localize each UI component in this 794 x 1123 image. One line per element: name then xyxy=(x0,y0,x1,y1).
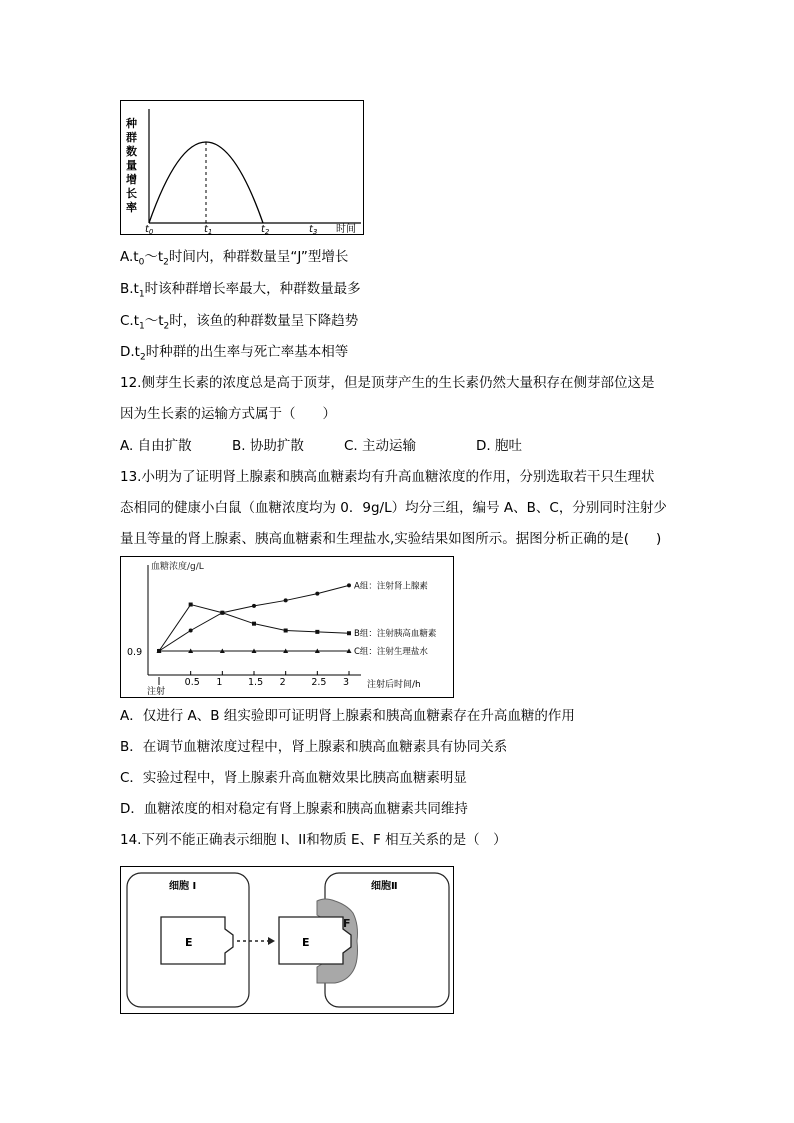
cell-2-label: 细胞Ⅱ xyxy=(371,881,398,892)
chart-x-tick-label: 3 xyxy=(343,677,350,688)
data-point xyxy=(347,583,351,587)
cell-interaction-figure xyxy=(120,866,454,1014)
q13-option-c: C．实验过程中，肾上腺素升高血糖效果比胰高血糖素明显 xyxy=(120,770,467,786)
growth-rate-svg xyxy=(121,101,363,234)
data-point xyxy=(315,592,319,596)
cell-1-label: 细胞 Ⅰ xyxy=(169,881,197,892)
data-point xyxy=(284,598,288,602)
fig1-tick-label: $t_0$ xyxy=(145,224,154,234)
fig1-ylabel-char: 量 xyxy=(126,159,137,172)
chart-ytick: 0.9 xyxy=(127,647,143,658)
fig1-ylabel-char: 种 xyxy=(126,117,137,130)
chart-x-tick-label: 2 xyxy=(279,677,286,688)
fig1-tick-label: $t_1$ xyxy=(204,224,213,234)
legend-label: A组：注射肾上腺素 xyxy=(354,581,428,592)
chart-legend xyxy=(354,580,437,657)
chart-x-tick-label: 0.5 xyxy=(184,677,200,688)
data-point xyxy=(315,630,319,634)
fig1-ylabel-char: 数 xyxy=(126,145,137,158)
substance-e-2-label: E xyxy=(302,936,310,949)
q12-option-c: C. 主动运输 xyxy=(344,438,417,454)
q12-stem-line2: 因为生长素的运输方式属于（ ） xyxy=(120,406,336,422)
q13-option-d: D．血糖浓度的相对稳定有肾上腺素和胰高血糖素共同维持 xyxy=(120,801,468,817)
chart-x-tick-label: 1 xyxy=(216,677,223,688)
chart-xlabel: 注射后时间/h xyxy=(367,680,421,690)
q12-option-d: D. 胞吐 xyxy=(476,438,522,454)
series-b-line xyxy=(159,605,349,651)
fig1-ylabel-char: 长 xyxy=(126,187,137,200)
receptor-f-label: F xyxy=(343,917,351,930)
legend-label: C组：注射生理盐水 xyxy=(354,647,428,657)
q13-option-a: A．仅进行 A、B 组实验即可证明肾上腺素和胰高血糖素存在升高血糖的作用 xyxy=(120,708,575,724)
q13-stem-line1: 13.小明为了证明肾上腺素和胰高血糖素均有升高血糖浓度的作用，分别选取若干只生理状 xyxy=(120,469,655,485)
blood-glucose-chart xyxy=(120,556,454,698)
substance-e-1 xyxy=(161,917,233,964)
data-point xyxy=(284,629,288,633)
q13-stem-line2: 态相同的健康小白鼠（血糖浓度均为 0．9g/L）均分三组，编号 A、B、C，分别同时注射少 xyxy=(120,500,667,516)
chart-inject-label: 注射 xyxy=(147,687,166,697)
fig1-tick-label: $t_2$ xyxy=(261,224,270,234)
data-point xyxy=(189,629,193,633)
series-a-line xyxy=(159,585,349,651)
substance-e-2 xyxy=(279,917,351,964)
legend-label: B组：注射胰高血糖素 xyxy=(354,629,437,640)
data-point xyxy=(252,622,256,626)
q13-option-b: B．在调节血糖浓度过程中，肾上腺素和胰高血糖素具有协同关系 xyxy=(120,739,508,755)
q11-option-a: $A.t_0\sim t_2$时间内，种群数量呈“J”型增长 xyxy=(120,249,349,268)
q13-stem-line3: 量且等量的肾上腺素、胰高血糖素和生理盐水,实验结果如图所示。据图分析正确的是( ) xyxy=(120,531,662,547)
cell-interaction-svg xyxy=(121,867,453,1013)
chart-ylabel: 血糖浓度/g/L xyxy=(151,562,204,572)
q12-options xyxy=(120,437,522,455)
q11-option-d: $D.t_2$时种群的出生率与死亡率基本相等 xyxy=(120,344,349,363)
blood-glucose-svg xyxy=(121,557,453,697)
fig1-tick-label: $t_3$ xyxy=(309,224,318,234)
fig1-ticks xyxy=(145,224,317,234)
fig1-ylabel-char: 群 xyxy=(126,131,137,144)
data-point xyxy=(220,611,224,615)
fig1-ylabel-char: 率 xyxy=(126,201,137,214)
chart-x-tick-label: 1.5 xyxy=(248,677,264,688)
data-point xyxy=(252,604,256,608)
data-point xyxy=(189,603,193,607)
substance-e-1-label: E xyxy=(185,936,193,949)
q14-stem: 14.下列不能正确表示细胞 I、II和物质 E、F 相互关系的是（ ） xyxy=(120,832,507,848)
chart-ticks xyxy=(185,671,349,688)
chart-series xyxy=(157,583,352,653)
arrow-head-icon xyxy=(268,937,275,945)
growth-rate-figure xyxy=(120,100,364,235)
chart-x-tick-label: 2.5 xyxy=(311,677,327,688)
q11-option-b: $B.t_1$时该种群增长率最大，种群数量最多 xyxy=(120,281,361,300)
q12-stem-line1: 12.侧芽生长素的浓度总是高于顶芽，但是顶芽产生的生长素仍然大量积存在侧芽部位这是 xyxy=(120,375,655,391)
fig1-ylabel-char: 增 xyxy=(126,173,137,186)
data-point xyxy=(347,631,351,635)
q12-option-a: A. 自由扩散 xyxy=(120,438,192,454)
q11-option-c: $C.t_1\sim t_2$时，该鱼的种群数量呈下降趋势 xyxy=(120,313,359,332)
q12-option-b: B. 协助扩散 xyxy=(232,438,304,454)
fig1-ylabel xyxy=(125,116,137,214)
fig1-xlabel: 时间 xyxy=(336,224,356,234)
